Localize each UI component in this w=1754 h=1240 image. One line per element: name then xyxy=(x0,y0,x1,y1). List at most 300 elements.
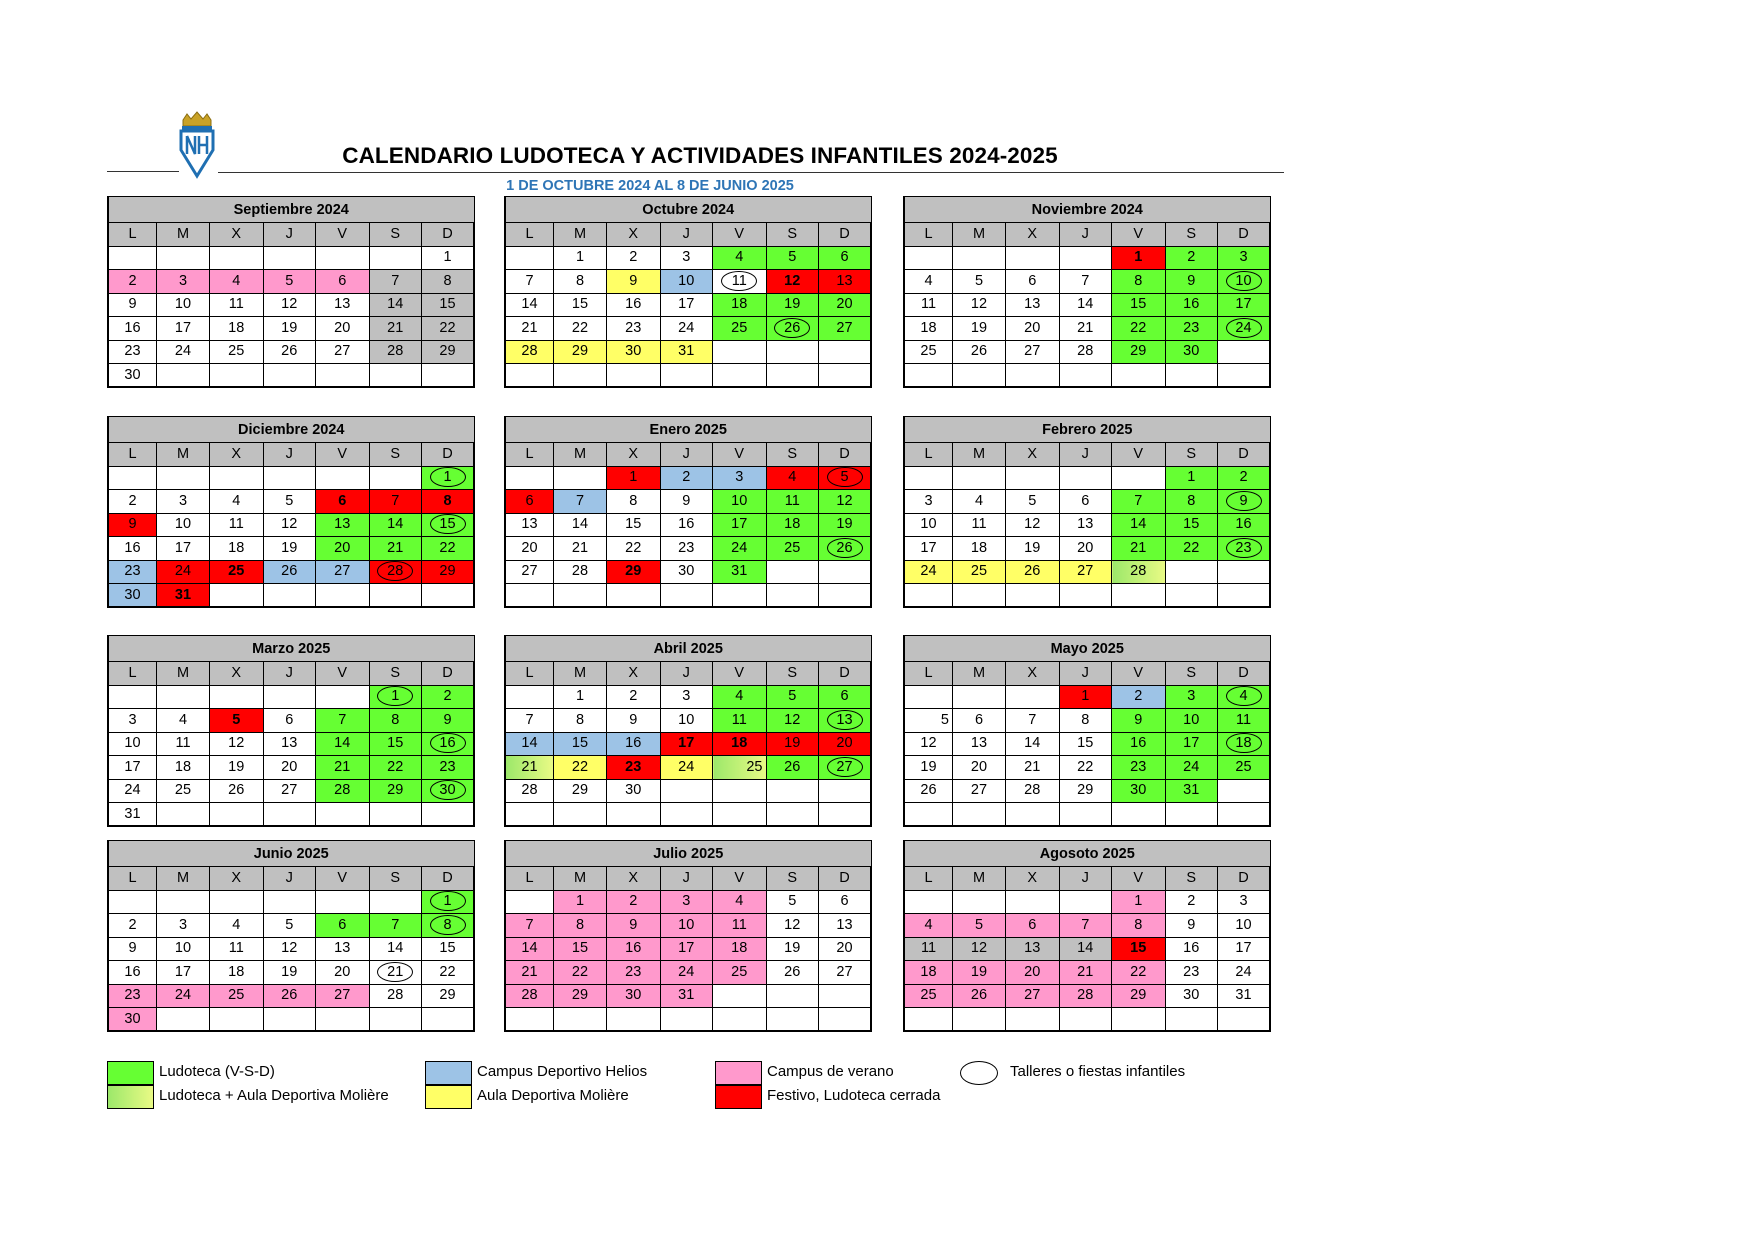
weekday-header: X xyxy=(210,662,264,686)
empty-cell xyxy=(1112,466,1166,490)
day-cell: 4 xyxy=(904,914,953,938)
empty-cell xyxy=(607,803,661,827)
weekday-header: J xyxy=(1059,662,1112,686)
day-cell: 15 xyxy=(422,937,475,961)
day-cell: 12 xyxy=(766,709,819,733)
event-ring: 13 xyxy=(827,710,863,730)
day-cell: 21 xyxy=(369,317,422,341)
day-cell: 2 xyxy=(1112,685,1166,709)
day-cell: 18 xyxy=(904,317,953,341)
empty-cell xyxy=(1165,584,1218,608)
empty-cell xyxy=(766,803,819,827)
weekday-header: D xyxy=(1218,443,1271,467)
day-cell: 30 xyxy=(660,560,713,584)
day-cell: 14 xyxy=(1059,293,1112,317)
day-cell xyxy=(369,685,422,709)
day-cell: 30 xyxy=(607,984,661,1008)
day-cell xyxy=(1218,685,1271,709)
week-row xyxy=(505,756,871,780)
day-cell: 10 xyxy=(713,490,767,514)
empty-cell xyxy=(422,584,475,608)
weekday-header: S xyxy=(369,662,422,686)
day-cell: 21 xyxy=(505,756,554,780)
week-row xyxy=(108,914,474,938)
day-cell: 29 xyxy=(554,779,607,803)
day-cell: 9 xyxy=(108,937,157,961)
empty-cell xyxy=(505,890,554,914)
weekday-header: L xyxy=(904,443,953,467)
empty-cell xyxy=(1112,364,1166,388)
empty-cell xyxy=(157,466,210,490)
day-cell: 3 xyxy=(157,490,210,514)
day-cell: 28 xyxy=(316,779,370,803)
empty-cell xyxy=(505,685,554,709)
week-row xyxy=(108,584,474,608)
day-cell: 29 xyxy=(1059,779,1112,803)
empty-cell xyxy=(953,685,1006,709)
day-cell: 29 xyxy=(607,560,661,584)
event-ring: 18 xyxy=(1226,733,1262,753)
day-cell: 5 xyxy=(904,709,953,733)
event-ring: 9 xyxy=(1226,491,1262,511)
weekday-header: L xyxy=(108,223,157,247)
empty-cell xyxy=(263,685,316,709)
page-title: CALENDARIO LUDOTECA Y ACTIVIDADES INFANTILES 2024-2025 xyxy=(342,143,1058,168)
day-cell: 15 xyxy=(1059,732,1112,756)
empty-cell xyxy=(1218,364,1271,388)
legend-label: Talleres o fiestas infantiles xyxy=(1010,1063,1186,1080)
empty-cell xyxy=(819,779,872,803)
day-cell: 7 xyxy=(369,490,422,514)
day-cell: 29 xyxy=(554,340,607,364)
month-title: Febrero 2025 xyxy=(904,417,1270,443)
weekday-header: D xyxy=(1218,662,1271,686)
day-cell: 14 xyxy=(369,293,422,317)
day-cell: 29 xyxy=(1112,340,1166,364)
weekday-header: M xyxy=(157,867,210,891)
day-cell: 9 xyxy=(108,513,157,537)
day-cell: 11 xyxy=(953,513,1006,537)
day-cell: 9 xyxy=(607,270,661,294)
month-title: Diciembre 2024 xyxy=(108,417,474,443)
weekday-header: M xyxy=(953,867,1006,891)
week-row xyxy=(108,293,474,317)
empty-cell xyxy=(607,584,661,608)
week-row xyxy=(904,584,1270,608)
month-calendar xyxy=(107,635,475,827)
day-cell: 24 xyxy=(1218,961,1271,985)
day-cell: 13 xyxy=(819,914,872,938)
day-cell: 13 xyxy=(953,732,1006,756)
empty-cell xyxy=(904,1008,953,1032)
day-cell: 25 xyxy=(1218,756,1271,780)
weekday-header: X xyxy=(607,443,661,467)
week-row xyxy=(505,732,871,756)
empty-cell xyxy=(1006,890,1060,914)
week-row xyxy=(505,685,871,709)
empty-cell xyxy=(369,890,422,914)
weekday-header: M xyxy=(554,223,607,247)
legend-label: Festivo, Ludoteca cerrada xyxy=(767,1087,941,1104)
weekday-header: L xyxy=(904,662,953,686)
empty-cell xyxy=(953,246,1006,270)
day-cell: 23 xyxy=(1165,317,1218,341)
day-cell: 11 xyxy=(210,937,264,961)
empty-cell xyxy=(554,584,607,608)
day-cell: 2 xyxy=(108,490,157,514)
day-cell: 12 xyxy=(766,270,819,294)
day-cell: 26 xyxy=(210,779,264,803)
day-cell: 17 xyxy=(660,732,713,756)
empty-cell xyxy=(713,984,767,1008)
month-title: Octubre 2024 xyxy=(505,197,871,223)
week-row xyxy=(505,961,871,985)
day-cell: 27 xyxy=(819,961,872,985)
weekday-header: J xyxy=(1059,867,1112,891)
week-row xyxy=(108,317,474,341)
day-cell: 7 xyxy=(1006,709,1060,733)
week-row xyxy=(904,466,1270,490)
weekday-header: J xyxy=(660,867,713,891)
day-cell: 18 xyxy=(713,937,767,961)
weekday-header: D xyxy=(422,867,475,891)
day-cell: 21 xyxy=(505,317,554,341)
week-row xyxy=(108,537,474,561)
day-cell: 5 xyxy=(766,890,819,914)
week-row xyxy=(904,709,1270,733)
weekday-header: X xyxy=(1006,443,1060,467)
empty-cell xyxy=(554,364,607,388)
day-cell: 4 xyxy=(210,270,264,294)
empty-cell xyxy=(713,779,767,803)
day-cell: 19 xyxy=(766,293,819,317)
day-cell: 19 xyxy=(210,756,264,780)
weekday-header: J xyxy=(660,662,713,686)
day-cell: 8 xyxy=(554,914,607,938)
day-cell: 30 xyxy=(108,584,157,608)
day-cell: 1 xyxy=(422,246,475,270)
weekday-header: S xyxy=(1165,443,1218,467)
empty-cell xyxy=(660,803,713,827)
day-cell: 26 xyxy=(1006,560,1060,584)
day-cell: 11 xyxy=(157,732,210,756)
day-cell: 4 xyxy=(766,466,819,490)
day-cell: 2 xyxy=(660,466,713,490)
day-cell: 14 xyxy=(505,937,554,961)
day-cell: 2 xyxy=(422,685,475,709)
event-ring: 1 xyxy=(377,686,413,706)
day-cell: 2 xyxy=(1165,246,1218,270)
day-cell: 11 xyxy=(210,293,264,317)
weekday-header: V xyxy=(713,443,767,467)
empty-cell xyxy=(108,466,157,490)
day-cell: 16 xyxy=(607,732,661,756)
weekday-header: V xyxy=(713,867,767,891)
weekday-header: L xyxy=(505,662,554,686)
weekday-header: J xyxy=(1059,223,1112,247)
day-cell: 14 xyxy=(554,513,607,537)
empty-cell xyxy=(1006,803,1060,827)
weekday-header: D xyxy=(819,223,872,247)
day-cell: 28 xyxy=(505,779,554,803)
empty-cell xyxy=(819,584,872,608)
empty-cell xyxy=(316,685,370,709)
weekday-header: S xyxy=(766,223,819,247)
day-cell: 2 xyxy=(607,685,661,709)
day-cell: 23 xyxy=(1112,756,1166,780)
day-cell: 31 xyxy=(660,340,713,364)
week-row xyxy=(904,890,1270,914)
day-cell: 12 xyxy=(210,732,264,756)
day-cell: 27 xyxy=(1006,340,1060,364)
day-cell: 9 xyxy=(1112,709,1166,733)
day-cell: 15 xyxy=(554,937,607,961)
day-cell: 1 xyxy=(1112,890,1166,914)
day-cell: 20 xyxy=(1006,961,1060,985)
event-ring: 11 xyxy=(721,271,757,291)
week-row xyxy=(108,270,474,294)
month-title: Agosoto 2025 xyxy=(904,841,1270,867)
day-cell: 7 xyxy=(1059,270,1112,294)
empty-cell xyxy=(1059,803,1112,827)
empty-cell xyxy=(369,1008,422,1032)
day-cell: 6 xyxy=(819,685,872,709)
day-cell: 20 xyxy=(953,756,1006,780)
week-row xyxy=(904,340,1270,364)
day-cell: 17 xyxy=(660,937,713,961)
day-cell: 7 xyxy=(316,709,370,733)
week-row xyxy=(108,560,474,584)
day-cell: 22 xyxy=(422,961,475,985)
day-cell: 4 xyxy=(713,890,767,914)
day-cell: 18 xyxy=(904,961,953,985)
day-cell: 20 xyxy=(1059,537,1112,561)
day-cell: 21 xyxy=(316,756,370,780)
day-cell: 10 xyxy=(660,270,713,294)
empty-cell xyxy=(108,685,157,709)
day-cell: 22 xyxy=(1112,317,1166,341)
weekday-header: S xyxy=(766,867,819,891)
day-cell: 6 xyxy=(1006,914,1060,938)
legend-label: Ludoteca + Aula Deportiva Molière xyxy=(159,1087,389,1104)
day-cell: 22 xyxy=(422,317,475,341)
day-cell: 3 xyxy=(1165,685,1218,709)
empty-cell xyxy=(904,584,953,608)
empty-cell xyxy=(660,364,713,388)
week-row xyxy=(505,293,871,317)
day-cell: 10 xyxy=(1218,914,1271,938)
day-cell: 8 xyxy=(422,270,475,294)
weekday-header: V xyxy=(316,223,370,247)
empty-cell xyxy=(505,584,554,608)
month-title: Abril 2025 xyxy=(505,636,871,662)
day-cell xyxy=(422,513,475,537)
day-cell: 6 xyxy=(819,890,872,914)
day-cell: 19 xyxy=(953,961,1006,985)
week-row xyxy=(505,364,871,388)
day-cell: 27 xyxy=(316,340,370,364)
day-cell: 19 xyxy=(953,317,1006,341)
day-cell: 8 xyxy=(1059,709,1112,733)
empty-cell xyxy=(263,466,316,490)
empty-cell xyxy=(1006,364,1060,388)
day-cell: 29 xyxy=(422,560,475,584)
month-calendar xyxy=(504,840,872,1032)
day-cell: 14 xyxy=(505,732,554,756)
day-cell: 15 xyxy=(1112,293,1166,317)
day-cell: 26 xyxy=(766,756,819,780)
weekday-header: V xyxy=(316,443,370,467)
day-cell: 15 xyxy=(554,732,607,756)
day-cell: 18 xyxy=(713,293,767,317)
week-row xyxy=(505,890,871,914)
day-cell: 18 xyxy=(210,537,264,561)
week-row xyxy=(904,560,1270,584)
empty-cell xyxy=(263,584,316,608)
day-cell xyxy=(422,779,475,803)
weekday-header: L xyxy=(505,443,554,467)
empty-cell xyxy=(904,466,953,490)
day-cell: 30 xyxy=(607,779,661,803)
day-cell: 24 xyxy=(660,756,713,780)
month-calendar xyxy=(504,635,872,827)
day-cell: 3 xyxy=(1218,246,1271,270)
day-cell: 6 xyxy=(819,246,872,270)
day-cell: 22 xyxy=(1112,961,1166,985)
day-cell: 28 xyxy=(369,340,422,364)
day-cell: 23 xyxy=(607,317,661,341)
empty-cell xyxy=(904,803,953,827)
day-cell: 13 xyxy=(263,732,316,756)
day-cell: 6 xyxy=(505,490,554,514)
day-cell xyxy=(422,732,475,756)
empty-cell xyxy=(210,1008,264,1032)
weekday-header: L xyxy=(108,443,157,467)
day-cell: 24 xyxy=(108,779,157,803)
day-cell: 8 xyxy=(422,490,475,514)
week-row xyxy=(904,961,1270,985)
weekday-header: L xyxy=(904,223,953,247)
day-cell: 29 xyxy=(422,984,475,1008)
empty-cell xyxy=(660,779,713,803)
day-cell: 22 xyxy=(1059,756,1112,780)
day-cell: 16 xyxy=(660,513,713,537)
day-cell: 8 xyxy=(554,709,607,733)
day-cell xyxy=(1218,270,1271,294)
day-cell: 24 xyxy=(660,961,713,985)
day-cell: 22 xyxy=(554,961,607,985)
day-cell: 3 xyxy=(660,246,713,270)
day-cell: 14 xyxy=(1006,732,1060,756)
day-cell: 21 xyxy=(1112,537,1166,561)
legend-swatch xyxy=(715,1085,762,1109)
day-cell: 27 xyxy=(1006,984,1060,1008)
empty-cell xyxy=(1165,803,1218,827)
week-row xyxy=(904,732,1270,756)
day-cell: 16 xyxy=(1165,293,1218,317)
day-cell: 4 xyxy=(157,709,210,733)
week-row xyxy=(108,513,474,537)
weekday-header: D xyxy=(819,443,872,467)
day-cell: 17 xyxy=(1218,937,1271,961)
empty-cell xyxy=(369,803,422,827)
day-cell: 13 xyxy=(1006,937,1060,961)
month-title: Septiembre 2024 xyxy=(108,197,474,223)
empty-cell xyxy=(607,364,661,388)
empty-cell xyxy=(1165,364,1218,388)
day-cell: 1 xyxy=(554,685,607,709)
day-cell: 19 xyxy=(819,513,872,537)
day-cell: 30 xyxy=(1165,340,1218,364)
day-cell: 20 xyxy=(316,317,370,341)
empty-cell xyxy=(1165,1008,1218,1032)
week-row xyxy=(505,340,871,364)
weekday-header: J xyxy=(660,223,713,247)
day-cell: 7 xyxy=(369,270,422,294)
event-ring: 26 xyxy=(827,538,863,558)
day-cell: 9 xyxy=(660,490,713,514)
week-row xyxy=(108,756,474,780)
day-cell: 8 xyxy=(1112,914,1166,938)
empty-cell xyxy=(157,1008,210,1032)
empty-cell xyxy=(422,364,475,388)
week-row xyxy=(904,984,1270,1008)
empty-cell xyxy=(505,246,554,270)
day-cell: 16 xyxy=(108,961,157,985)
day-cell: 16 xyxy=(1218,513,1271,537)
day-cell: 25 xyxy=(713,317,767,341)
day-cell: 10 xyxy=(157,937,210,961)
day-cell: 29 xyxy=(1112,984,1166,1008)
day-cell: 2 xyxy=(108,914,157,938)
empty-cell xyxy=(554,803,607,827)
day-cell: 21 xyxy=(1059,961,1112,985)
day-cell: 3 xyxy=(904,490,953,514)
day-cell: 1 xyxy=(554,890,607,914)
empty-cell xyxy=(422,1008,475,1032)
day-cell: 6 xyxy=(316,490,370,514)
week-row xyxy=(904,490,1270,514)
empty-cell xyxy=(766,584,819,608)
day-cell: 27 xyxy=(505,560,554,584)
day-cell: 18 xyxy=(210,317,264,341)
weekday-header: S xyxy=(1165,223,1218,247)
day-cell: 31 xyxy=(713,560,767,584)
day-cell: 31 xyxy=(108,803,157,827)
weekday-header: D xyxy=(1218,867,1271,891)
empty-cell xyxy=(1218,803,1271,827)
week-row xyxy=(505,914,871,938)
empty-cell xyxy=(263,803,316,827)
empty-cell xyxy=(505,466,554,490)
day-cell: 26 xyxy=(904,779,953,803)
day-cell: 20 xyxy=(819,293,872,317)
month-calendar xyxy=(107,196,475,388)
week-row xyxy=(505,984,871,1008)
empty-cell xyxy=(1218,560,1271,584)
day-cell: 9 xyxy=(422,709,475,733)
empty-cell xyxy=(1218,779,1271,803)
day-cell: 19 xyxy=(766,732,819,756)
day-cell: 1 xyxy=(607,466,661,490)
day-cell: 16 xyxy=(108,537,157,561)
empty-cell xyxy=(108,890,157,914)
event-ring: 1 xyxy=(430,467,466,487)
day-cell: 10 xyxy=(660,709,713,733)
day-cell: 26 xyxy=(953,340,1006,364)
week-row xyxy=(904,803,1270,827)
day-cell: 10 xyxy=(157,513,210,537)
